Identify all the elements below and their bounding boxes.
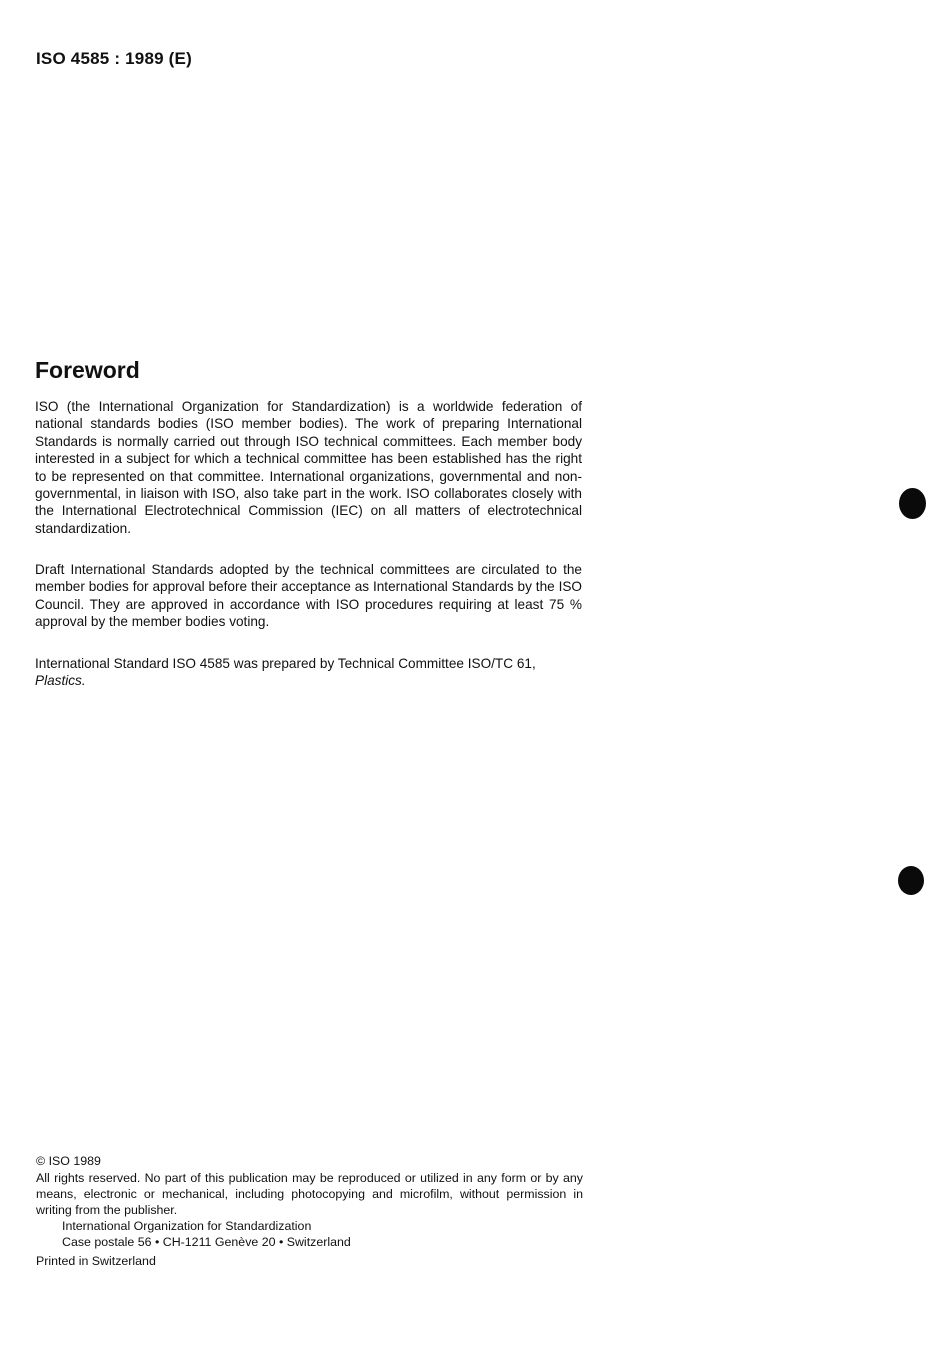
printed-in: Printed in Switzerland [36,1254,156,1268]
foreword-paragraph-2: Draft International Standards adopted by the technical committees are circulated to the member bodies for approval before their acceptance as International Standards by the ISO Council. They are approved in accordance with ISO procedures requiring at least 75 % approval by the member bodies voting. [35,562,582,630]
publisher-name: International Organization for Standardization [62,1219,312,1233]
punch-hole-mark-bottom [898,866,924,895]
copyright-line: © ISO 1989 [36,1154,101,1168]
foreword-title: Foreword [35,357,140,383]
rights-notice: All rights reserved. No part of this publication may be reproduced or utilized in any form or by any means, electronic or mechanical, including photocopying and microfilm, without permission in writing from the publisher. [36,1171,583,1217]
document-header: ISO 4585 : 1989 (E) [36,49,192,68]
punch-hole-mark-top [899,488,926,519]
copyright-footer [36,1153,583,1269]
foreword-paragraph-1: ISO (the International Organization for Standardization) is a worldwide federation of national standards bodies (ISO member bodies). The work of preparing International Standards is normally carried out through ISO technical committees. Each member body interested in a subject for which a technical committee has been established has the right to be represented on that committee. International organizations, governmental and non-governmental, in liaison with ISO, also take part in the work. ISO collaborates closely with the International Electrotechnical Commission (IEC) on all matters of electrotechnical standardization. [35,399,582,536]
prepared-by-text: International Standard ISO 4585 was prepared by Technical Committee ISO/TC 61, [35,656,536,671]
committee-subject: Plastics. [35,673,86,689]
publisher-address: Case postale 56 • CH-1211 Genève 20 • Switzerland [62,1235,351,1249]
foreword-paragraph-3 [35,655,582,690]
